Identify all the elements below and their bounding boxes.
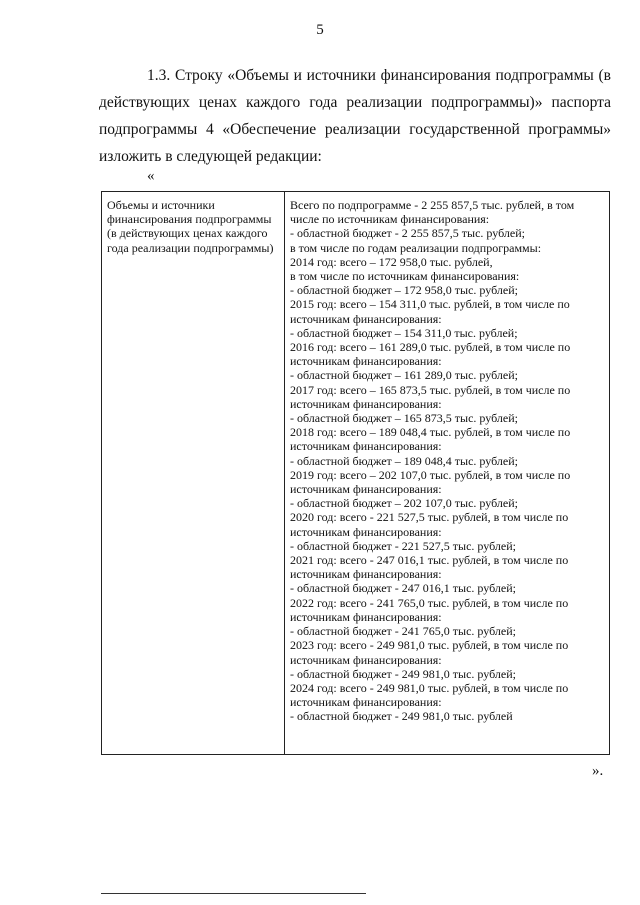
closing-quote: ». bbox=[592, 763, 604, 779]
funding-line: в том числе по источникам финансирования: bbox=[290, 269, 520, 284]
funding-line: 2024 год: всего - 249 981,0 тыс. рублей, в том числе по bbox=[290, 680, 569, 695]
funding-line: - областной бюджет - 221 527,5 тыс. рублей; bbox=[290, 538, 516, 553]
funding-line: источникам финансирования: bbox=[290, 354, 442, 369]
funding-line: - областной бюджет – 161 289,0 тыс. рублей; bbox=[290, 368, 518, 383]
funding-line: источникам финансирования: bbox=[290, 609, 442, 624]
label-cell: Объемы и источники финансирования подпрограммы (в действующих ценах каждого года реализации подпрограммы) bbox=[102, 192, 285, 755]
passport-table bbox=[101, 191, 610, 755]
footnote-rule bbox=[101, 893, 366, 894]
funding-line: источникам финансирования: bbox=[290, 524, 442, 539]
funding-line: - областной бюджет – 202 107,0 тыс. рублей; bbox=[290, 496, 518, 511]
funding-line: 2016 год: всего – 161 289,0 тыс. рублей, в том числе по bbox=[290, 340, 571, 355]
funding-line: источникам финансирования: bbox=[290, 439, 442, 454]
funding-line: - областной бюджет – 165 873,5 тыс. рублей; bbox=[290, 411, 518, 426]
funding-line: 2022 год: всего - 241 765,0 тыс. рублей, в том числе по bbox=[290, 595, 569, 610]
funding-line: в том числе по годам реализации подпрограммы: bbox=[290, 240, 542, 255]
value-cell bbox=[285, 192, 610, 755]
funding-line: 2017 год: всего – 165 873,5 тыс. рублей, в том числе по bbox=[290, 382, 571, 397]
opening-quote: « bbox=[147, 168, 155, 184]
funding-line: 2018 год: всего – 189 048,4 тыс. рублей, в том числе по bbox=[290, 425, 571, 440]
funding-line: 2023 год: всего - 249 981,0 тыс. рублей, в том числе по bbox=[290, 638, 569, 653]
funding-line: 2020 год: всего - 221 527,5 тыс. рублей, в том числе по bbox=[290, 510, 569, 525]
intro-paragraph: 1.3. Строку «Объемы и источники финансирования подпрограммы (в действующих ценах каждого года реализации подпрограммы)» паспорта подпрограммы 4 «Обеспечение реализации государственной программы» изложить в следующей редакции: bbox=[99, 67, 611, 165]
table-row bbox=[102, 192, 610, 755]
funding-line: источникам финансирования: bbox=[290, 652, 442, 667]
funding-line: - областной бюджет – 172 958,0 тыс. рублей; bbox=[290, 283, 518, 298]
funding-line: источникам финансирования: bbox=[290, 396, 442, 411]
funding-line: - областной бюджет - 249 981,0 тыс. рублей bbox=[290, 709, 513, 724]
funding-line: источникам финансирования: bbox=[290, 695, 442, 710]
funding-line: источникам финансирования: bbox=[290, 482, 442, 497]
funding-line: Всего по подпрограмме - 2 255 857,5 тыс. рублей, в том bbox=[290, 198, 575, 212]
funding-line: источникам финансирования: bbox=[290, 567, 442, 582]
funding-line: 2014 год: всего – 172 958,0 тыс. рублей, bbox=[290, 254, 493, 269]
funding-line: 2015 год: всего – 154 311,0 тыс. рублей, в том числе по bbox=[290, 297, 570, 312]
funding-line: - областной бюджет - 2 255 857,5 тыс. рублей; bbox=[290, 226, 525, 241]
funding-line: - областной бюджет – 154 311,0 тыс. рублей; bbox=[290, 325, 518, 340]
page-number: 5 bbox=[316, 22, 324, 38]
funding-line: источникам финансирования: bbox=[290, 311, 442, 326]
funding-line: - областной бюджет – 189 048,4 тыс. рублей; bbox=[290, 453, 518, 468]
funding-line: - областной бюджет - 247 016,1 тыс. рублей; bbox=[290, 581, 516, 596]
funding-line: числе по источникам финансирования: bbox=[290, 212, 490, 227]
funding-line: 2019 год: всего – 202 107,0 тыс. рублей, в том числе по bbox=[290, 467, 571, 482]
funding-line: 2021 год: всего - 247 016,1 тыс. рублей, в том числе по bbox=[290, 553, 569, 568]
funding-line: - областной бюджет - 241 765,0 тыс. рублей; bbox=[290, 624, 516, 639]
funding-line: - областной бюджет - 249 981,0 тыс. рублей; bbox=[290, 666, 516, 681]
